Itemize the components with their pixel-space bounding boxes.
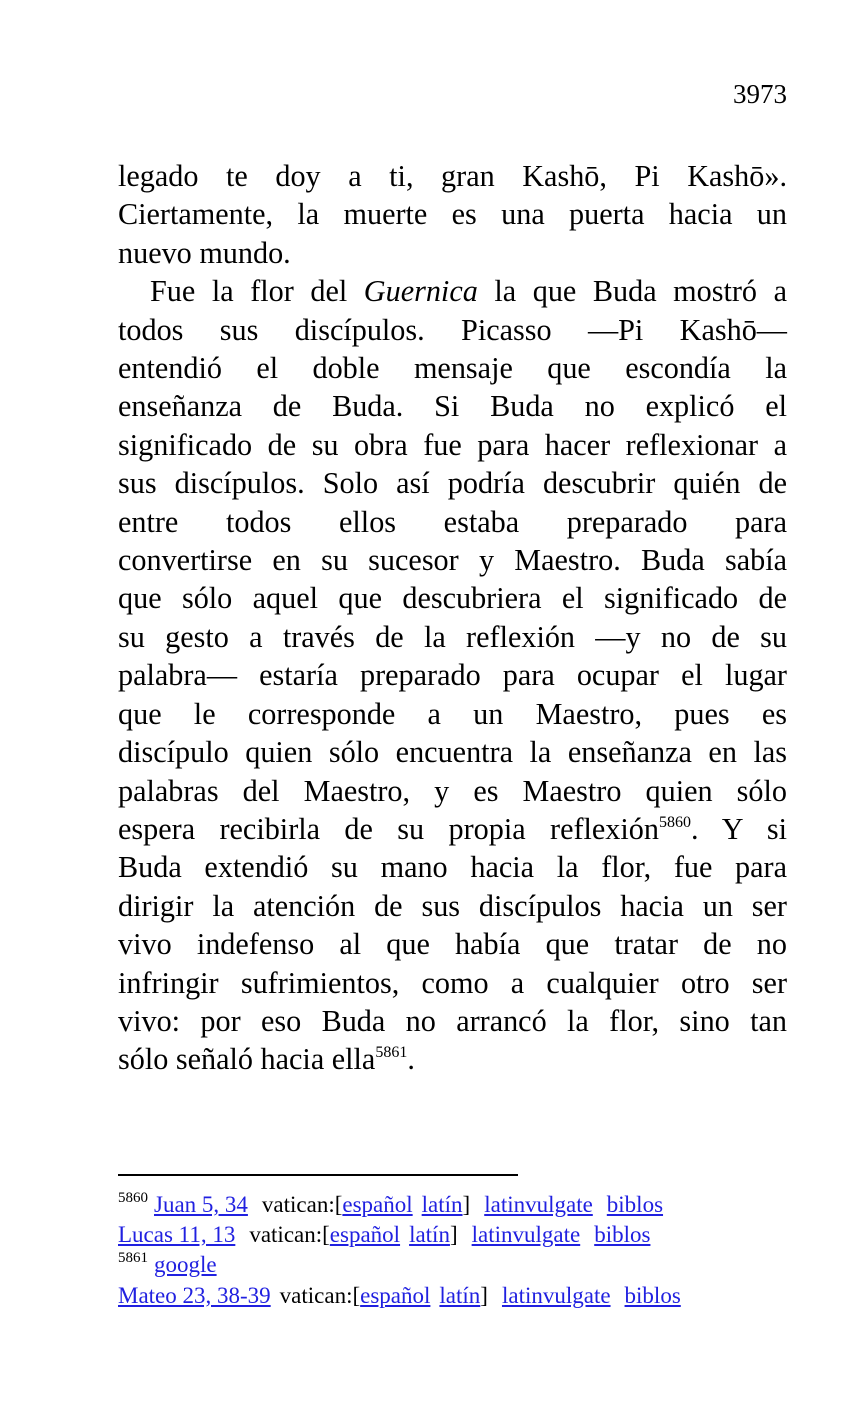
link-espanol[interactable]: español — [329, 1222, 401, 1248]
vatican-label: vatican:[ — [261, 1192, 343, 1217]
text-line: infringir sufrimientos, como a cualquier otro ser — [118, 965, 787, 1000]
footnote-5860-line-1 — [118, 1190, 818, 1220]
footnote-5861-line-2 — [118, 1281, 818, 1311]
text-line: enseñanza de Buda. Si Buda no explicó el — [118, 389, 787, 424]
link-juan-5-34[interactable]: Juan 5, 34 — [154, 1192, 248, 1217]
link-espanol[interactable]: español — [342, 1192, 413, 1217]
text-line: Ciertamente, la muerte es una puerta hacia un — [118, 197, 787, 232]
text-line — [118, 272, 787, 310]
bracket-close: ] — [449, 1222, 458, 1248]
link-latin[interactable]: latín — [409, 1222, 450, 1248]
text-line: dirigir la atención de sus discípulos hacia un ser — [118, 888, 787, 923]
text-line: significado de su obra fue para hacer reflexionar a — [118, 427, 787, 462]
footnote-5860-line-2 — [118, 1220, 818, 1250]
text-line: legado te doy a ti, gran Kashō, Pi Kashō». — [118, 159, 787, 193]
paragraph-2 — [118, 272, 787, 1079]
text-run: . — [407, 1042, 415, 1077]
vatican-label: vatican:[ — [279, 1282, 361, 1308]
text-line: entendió el doble mensaje que escondía la — [118, 351, 787, 386]
text-run: Fue la flor del — [150, 274, 364, 309]
text-line: todos sus discípulos. Picasso —Pi Kashō— — [118, 312, 787, 347]
link-espanol[interactable]: español — [360, 1282, 431, 1308]
link-google[interactable]: google — [154, 1252, 217, 1278]
text-line — [118, 1040, 787, 1078]
bracket-close: ] — [480, 1282, 488, 1308]
page-number: 3973 — [733, 79, 787, 109]
text-line: palabra— estaría preparado para ocupar el lugar — [118, 658, 787, 693]
vatican-label: vatican:[ — [249, 1222, 330, 1248]
bracket-close: ] — [462, 1192, 471, 1217]
text-line: que le corresponde a un Maestro, pues es — [118, 696, 787, 731]
footnote-ref-5861[interactable]: 5861 — [375, 1044, 408, 1062]
footnote-number: 5861 — [118, 1250, 148, 1267]
link-biblos[interactable]: biblos — [606, 1192, 664, 1217]
link-latin[interactable]: latín — [439, 1282, 481, 1308]
text-line: entre todos ellos estaba preparado para — [118, 504, 787, 539]
text-line — [118, 810, 787, 848]
link-mateo-23-38-39[interactable]: Mateo 23, 38-39 — [118, 1282, 271, 1308]
footnote-5861-line-1 — [118, 1250, 818, 1280]
text-line: convertirse en su sucesor y Maestro. Buda sabía — [118, 543, 787, 578]
text-run: espera recibirla de su propia reflexión — [118, 811, 659, 846]
text-line: nuevo mundo. — [118, 235, 291, 270]
link-biblos[interactable]: biblos — [594, 1222, 651, 1248]
link-latinvulgate[interactable]: latinvulgate — [484, 1192, 593, 1217]
footnotes — [118, 1190, 818, 1311]
text-line: sus discípulos. Solo así podría descubrir quién de — [118, 466, 787, 501]
body-text — [118, 157, 787, 1079]
text-run: sólo señaló hacia ella — [118, 1042, 376, 1077]
link-biblos[interactable]: biblos — [624, 1282, 681, 1308]
footnote-separator — [118, 1174, 518, 1176]
link-latinvulgate[interactable]: latinvulgate — [471, 1222, 581, 1248]
text-line: vivo indefenso al que había que tratar de no — [118, 927, 787, 962]
text-run: . Y si — [690, 811, 787, 846]
link-latin[interactable]: latín — [421, 1192, 463, 1217]
text-line: vivo: por eso Buda no arrancó la flor, sino tan — [118, 1003, 787, 1038]
link-lucas-11-13[interactable]: Lucas 11, 13 — [118, 1222, 236, 1248]
text-line: palabras del Maestro, y es Maestro quien sólo — [118, 773, 787, 808]
text-line: que sólo aquel que descubriera el significado de — [118, 581, 787, 616]
text-line: Buda extendió su mano hacia la flor, fue para — [118, 850, 787, 885]
text-line: discípulo quien sólo encuentra la enseñanza en las — [118, 735, 787, 770]
italic-title: Guernica — [363, 274, 478, 309]
link-latinvulgate[interactable]: latinvulgate — [501, 1282, 611, 1308]
paragraph-1 — [118, 157, 787, 272]
footnote-number: 5860 — [118, 1190, 148, 1206]
text-line: su gesto a través de la reflexión —y no de su — [118, 619, 787, 654]
text-run: la que Buda mostró a — [477, 274, 787, 309]
footnote-ref-5860[interactable]: 5860 — [658, 813, 691, 831]
